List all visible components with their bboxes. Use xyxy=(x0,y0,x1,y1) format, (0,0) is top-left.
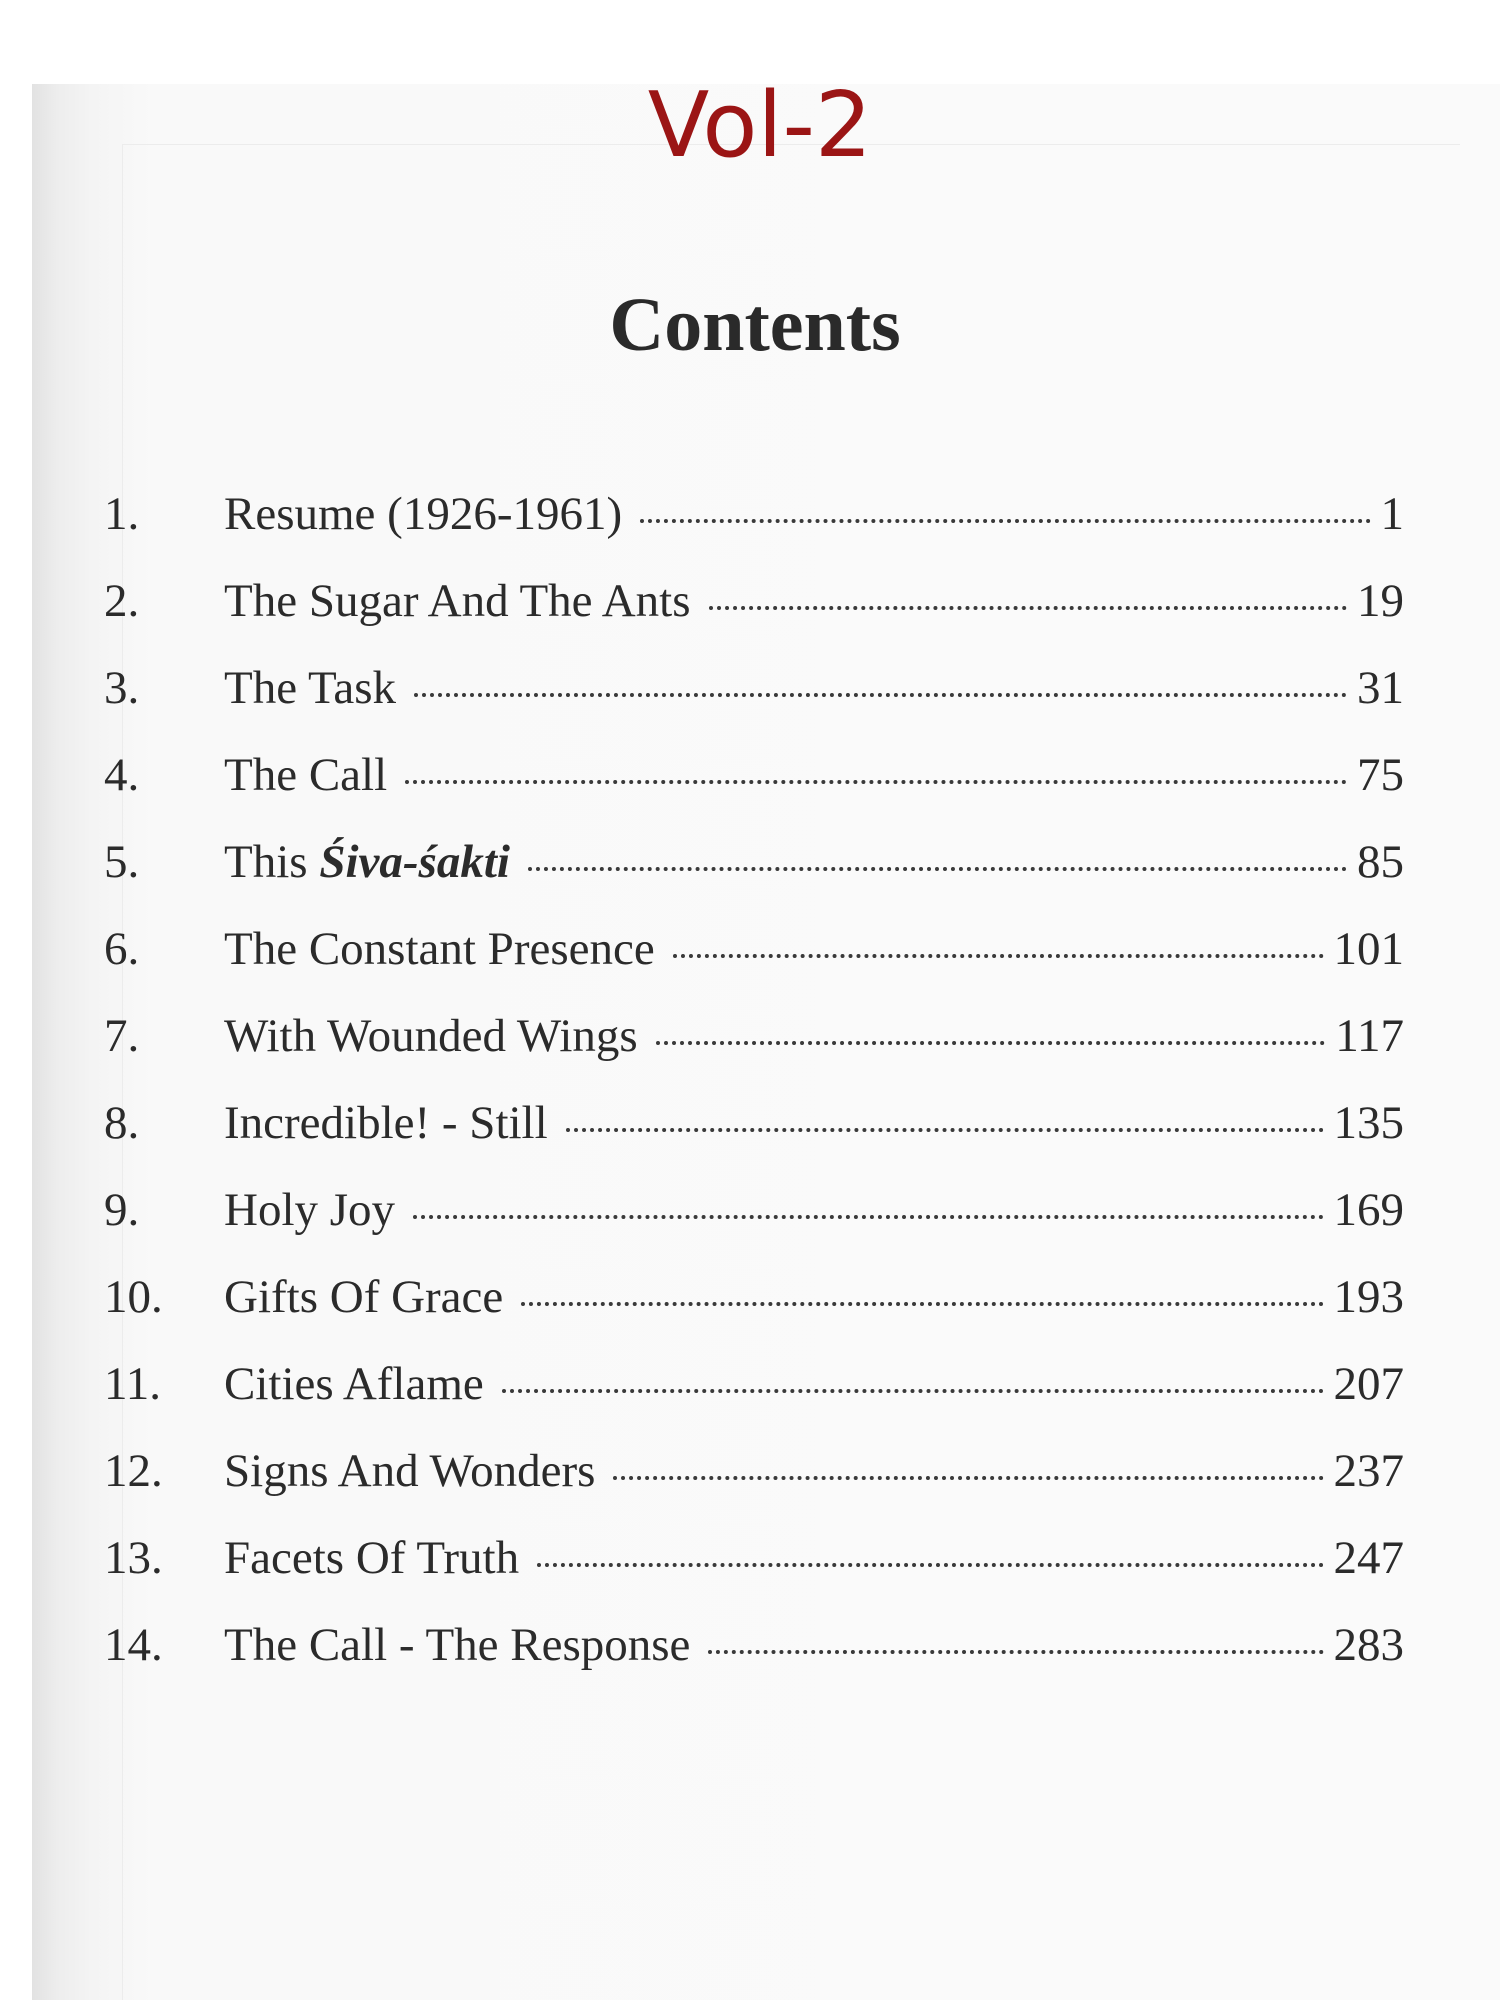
toc-entry-title: The Constant Presence xyxy=(224,923,655,975)
dot-leader xyxy=(521,1302,1323,1306)
dot-leader xyxy=(502,1389,1324,1393)
dot-leader xyxy=(709,606,1348,610)
dot-leader xyxy=(528,867,1347,871)
toc-entry-title: Resume (1926-1961) xyxy=(224,488,623,540)
toc-entry-page: 283 xyxy=(1333,1619,1404,1671)
toc-entry[interactable] xyxy=(104,652,1404,739)
toc-entry-title: The Call xyxy=(224,749,388,801)
toc-entry-number: 4. xyxy=(104,749,140,801)
toc-entry-number: 8. xyxy=(104,1097,140,1149)
dot-leader xyxy=(656,1041,1326,1045)
toc-entry-page: 117 xyxy=(1335,1010,1404,1062)
page-title: Contents xyxy=(609,283,901,367)
toc-entry[interactable] xyxy=(104,1609,1404,1696)
toc-entry-number: 10. xyxy=(104,1271,163,1323)
table-of-contents xyxy=(104,478,1404,1696)
dot-leader xyxy=(414,693,1347,697)
toc-entry-title: Cities Aflame xyxy=(224,1358,484,1410)
toc-entry-page: 169 xyxy=(1333,1184,1404,1236)
toc-entry[interactable] xyxy=(104,1522,1404,1609)
toc-entry-number: 12. xyxy=(104,1445,163,1497)
toc-entry-title: Gifts Of Grace xyxy=(224,1271,504,1323)
toc-entry-title: The Task xyxy=(224,662,397,714)
toc-entry-title: With Wounded Wings xyxy=(224,1010,638,1062)
toc-entry-page: 207 xyxy=(1333,1358,1404,1410)
toc-entry-page: 1 xyxy=(1380,488,1404,540)
toc-entry-number: 9. xyxy=(104,1184,140,1236)
toc-entry[interactable] xyxy=(104,913,1404,1000)
toc-entry-title: Signs And Wonders xyxy=(224,1445,596,1497)
toc-entry-page: 85 xyxy=(1357,836,1404,888)
toc-entry-number: 3. xyxy=(104,662,140,714)
toc-entry-number: 13. xyxy=(104,1532,163,1584)
toc-entry-number: 14. xyxy=(104,1619,163,1671)
toc-entry-title xyxy=(224,826,510,898)
toc-entry-title: Facets Of Truth xyxy=(224,1532,520,1584)
toc-entry-title-prefix: This xyxy=(224,836,320,888)
toc-entry-number: 7. xyxy=(104,1010,140,1062)
toc-entry-title: Holy Joy xyxy=(224,1184,396,1236)
toc-entry[interactable] xyxy=(104,739,1404,826)
toc-entry[interactable] xyxy=(104,826,1404,913)
toc-entry[interactable] xyxy=(104,565,1404,652)
toc-entry-page: 135 xyxy=(1333,1097,1404,1149)
toc-entry-number: 2. xyxy=(104,575,140,627)
toc-entry[interactable] xyxy=(104,1435,1404,1522)
toc-entry-number: 1. xyxy=(104,488,140,540)
volume-label: Vol-2 xyxy=(647,73,873,178)
toc-entry-title: The Sugar And The Ants xyxy=(224,575,691,627)
dot-leader xyxy=(537,1563,1323,1567)
dot-leader xyxy=(708,1650,1323,1654)
dot-leader xyxy=(413,1215,1323,1219)
toc-entry-page: 247 xyxy=(1333,1532,1404,1584)
toc-entry[interactable] xyxy=(104,1348,1404,1435)
toc-entry-number: 6. xyxy=(104,923,140,975)
dot-leader xyxy=(405,780,1347,784)
toc-entry-number: 11. xyxy=(104,1358,162,1410)
toc-entry[interactable] xyxy=(104,1000,1404,1087)
toc-entry-page: 19 xyxy=(1357,575,1404,627)
toc-entry-page: 31 xyxy=(1357,662,1404,714)
dot-leader xyxy=(566,1128,1324,1132)
toc-entry[interactable] xyxy=(104,1087,1404,1174)
toc-entry-number: 5. xyxy=(104,836,140,888)
dot-leader xyxy=(613,1476,1323,1480)
toc-entry-page: 237 xyxy=(1333,1445,1404,1497)
toc-entry-page: 193 xyxy=(1333,1271,1404,1323)
toc-entry-title-italic: Śiva-śakti xyxy=(319,836,510,888)
toc-entry[interactable] xyxy=(104,1261,1404,1348)
toc-entry-page: 101 xyxy=(1333,923,1404,975)
dot-leader xyxy=(640,519,1370,523)
toc-entry[interactable] xyxy=(104,478,1404,565)
dot-leader xyxy=(673,954,1324,958)
toc-entry-page: 75 xyxy=(1357,749,1404,801)
toc-entry-title: The Call - The Response xyxy=(224,1619,691,1671)
toc-entry-title: Incredible! - Still xyxy=(224,1097,548,1149)
toc-entry[interactable] xyxy=(104,1174,1404,1261)
